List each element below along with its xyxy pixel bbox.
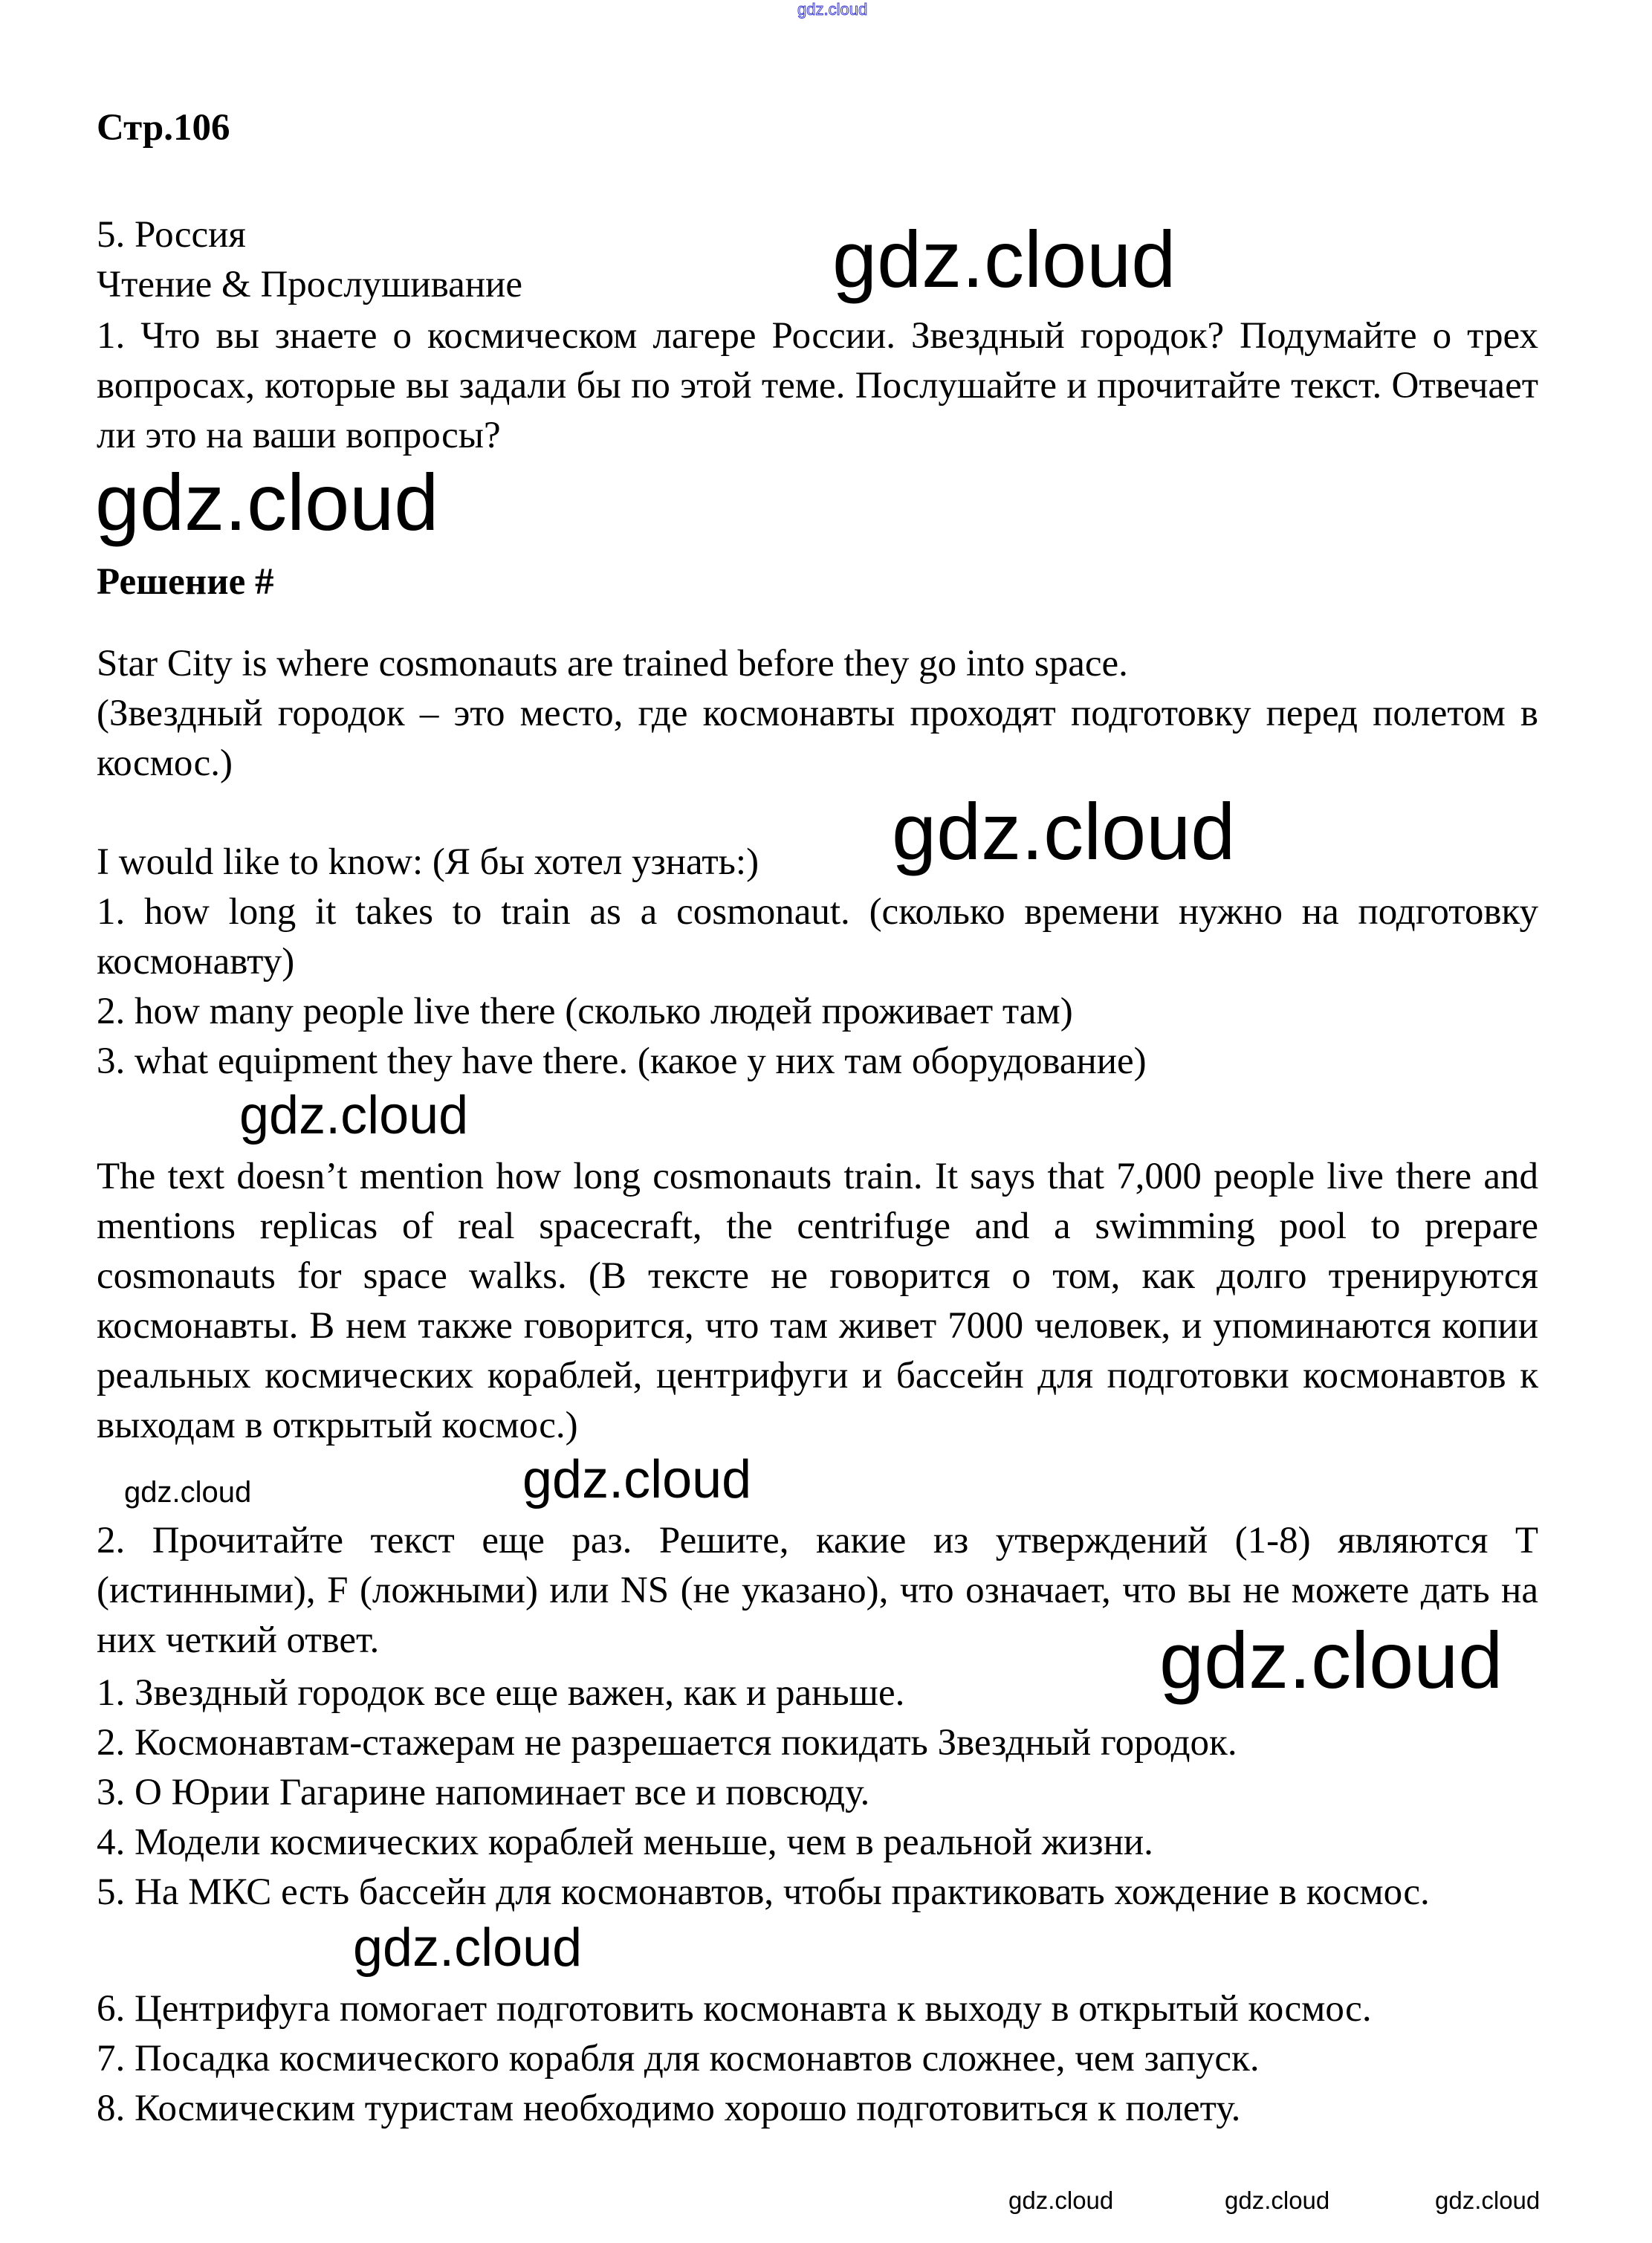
watermark: gdz.cloud [1008,2187,1114,2214]
unit-title: 5. Россия [97,214,246,256]
answer-1-ru: (Звездный городок – это место, где космонавты проходят подготовку перед полетом в космос.) [97,693,1538,784]
statement-item: 3. О Юрии Гагарине напоминает все и повсюду. [97,1772,870,1813]
solution-heading: Решение # [97,561,274,603]
task-2: 2. Прочитайте текст еще раз. Решите, какие из утверждений (1-8) являются T (истинными), F (ложными) или NS (не указано), что означает, что вы не можете дать на них четкий ответ. [97,1520,1538,1661]
statement-item: 2. Космонавтам-стажерам не разрешается покидать Звездный городок. [97,1722,1237,1764]
task-1: 1. Что вы знаете о космическом лагере России. Звездный городок? Подумайте о трех вопросах, которые вы задали бы по этой теме. Послушайте и прочитайте текст. Отвечает ли это на ваши вопросы? [97,315,1538,456]
watermark: gdz.cloud [124,1476,252,1509]
statements-list [97,1669,1538,1917]
watermark: gdz.cloud [1159,1615,1503,1705]
statement-item: 7. Посадка космического корабля для космонавтов сложнее, чем запуск. [97,2038,1260,2079]
statement-item: 6. Центрифуга помогает подготовить космонавта к выходу в открытый космос. [97,1988,1372,2030]
question-item: 1. how long it takes to train as a cosmonaut. (сколько времени нужно на подготовку космонавту) [97,891,1538,983]
watermark: gdz.cloud [797,0,868,19]
watermark: gdz.cloud [1435,2187,1541,2214]
statement-item: 8. Космическим туристам необходимо хорошо подготовиться к полету. [97,2088,1241,2129]
watermark: gdz.cloud [353,1918,583,1978]
questions-block [97,838,1538,1087]
statement-item: 1. Звездный городок все еще важен, как и раньше. [97,1672,905,1714]
questions-intro: I would like to know: (Я бы хотел узнать:) [97,841,759,883]
watermark: gdz.cloud [239,1086,469,1145]
watermark: gdz.cloud [832,214,1176,304]
answer-1 [97,639,1538,789]
section-title: Чтение & Прослушивание [97,264,522,305]
answer-1-en: Star City is where cosmonauts are trained before they go into space. [97,643,1128,684]
watermark: gdz.cloud [95,457,439,547]
watermark: gdz.cloud [522,1450,752,1509]
statement-item: 5. На МКС есть бассейн для космонавтов, чтобы практиковать хождение в космос. [97,1871,1430,1913]
question-item: 3. what equipment they have there. (какое у них там оборудование) [97,1040,1147,1082]
statement-item: 4. Модели космических кораблей меньше, чем в реальной жизни. [97,1822,1153,1863]
statements-list-continued [97,1984,1538,2134]
watermark: gdz.cloud [892,786,1236,876]
watermark: gdz.cloud [1225,2187,1330,2214]
answer-2: The text doesn’t mention how long cosmonauts train. It says that 7,000 people live there and mentions replicas of real spacecraft, the centrifuge and a swimming pool to prepare cosmonauts for space walks. (В тексте не говорится о том, как долго тренируются космонавты. В нем также говорится, что там живет 7000 человек, и упоминаются копии реальных космических кораблей, центрифуги и бассейн для подготовки космонавтов к выходам в открытый космос.) [97,1156,1538,1446]
page-label: Стр.106 [97,107,230,149]
question-item: 2. how many people live there (сколько людей проживает там) [97,991,1073,1032]
